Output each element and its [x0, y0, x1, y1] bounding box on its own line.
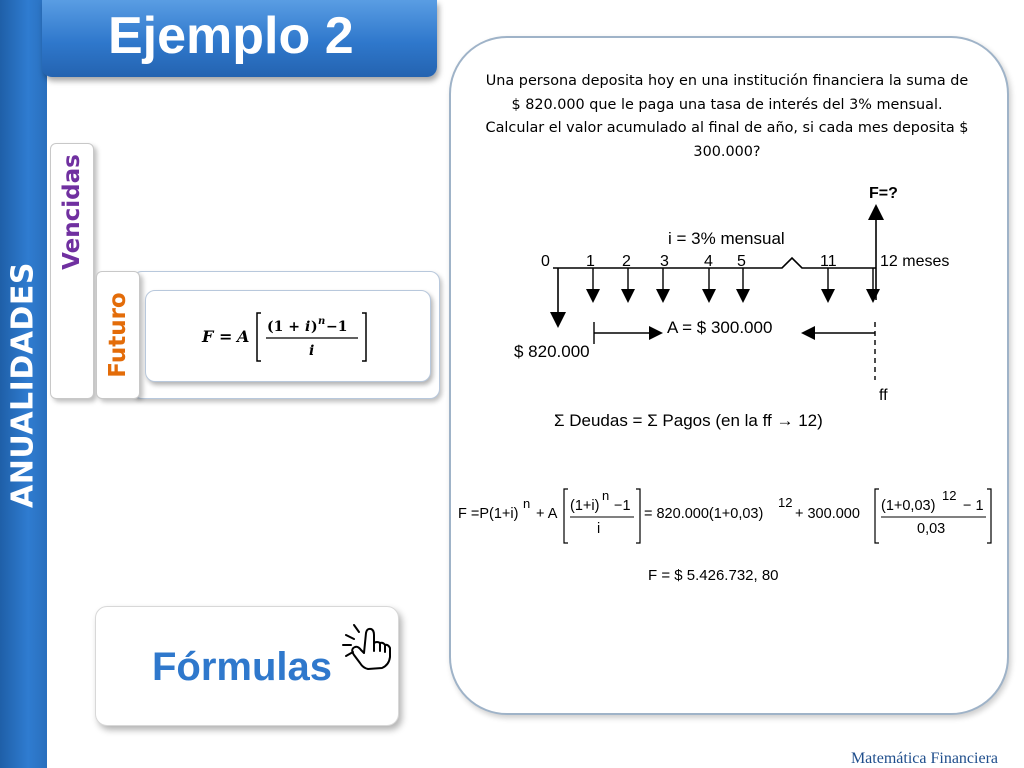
svg-text:12: 12 — [942, 488, 957, 503]
tick-label: 2 — [622, 253, 631, 270]
focal-date-label: ff — [879, 387, 888, 404]
tick-label: 5 — [737, 253, 746, 270]
tick-label: 4 — [704, 253, 713, 270]
tab-futuro-label: Futuro — [105, 292, 131, 378]
tab-vencidas-label: Vencidas — [59, 154, 85, 270]
svg-text:− 1: − 1 — [963, 498, 984, 514]
svg-text:+ A: + A — [536, 506, 558, 522]
annuity-label: A = $ 300.000 — [667, 318, 773, 337]
svg-text:+ 300.000: + 300.000 — [795, 506, 860, 522]
problem-statement: Una persona deposita hoy en una institución financiera la suma de $ 820.000 que le paga una tasa de interés del 3% mensual. Calcular el valor acumulado al final de año, si cada mes deposita $ 300.000? — [485, 73, 969, 160]
svg-text:12: 12 — [778, 495, 793, 510]
expanded-formula — [458, 488, 991, 543]
svg-text:(1+0,03): (1+0,03) — [881, 498, 936, 514]
sidebar-label: ANUALIDADES — [5, 262, 41, 508]
svg-text:−1: −1 — [614, 498, 631, 514]
svg-text:): ) — [311, 319, 318, 335]
svg-text:=: = — [219, 327, 233, 346]
footer-course-name: Matemática Financiera — [850, 750, 998, 767]
svg-text:i: i — [597, 521, 601, 537]
svg-text:i: i — [305, 319, 311, 335]
svg-text:i: i — [309, 343, 315, 359]
svg-text:(1+i): (1+i) — [570, 498, 600, 514]
svg-text:A: A — [237, 327, 250, 346]
svg-text:n: n — [523, 496, 531, 511]
rate-label: i = 3% mensual — [668, 229, 785, 248]
svg-text:n: n — [602, 488, 610, 503]
tick-label: 1 — [586, 253, 595, 270]
svg-text:n: n — [318, 316, 326, 327]
svg-text:(1 +: (1 + — [267, 319, 300, 335]
future-value-label: F=? — [869, 185, 898, 202]
tick-label: 12 meses — [880, 253, 950, 270]
page-title: Ejemplo 2 — [108, 7, 354, 65]
present-value-label: $ 820.000 — [514, 342, 590, 361]
formulas-button-label: Fórmulas — [152, 645, 333, 689]
tick-label: 3 — [660, 253, 669, 270]
tick-label: 11 — [820, 253, 837, 270]
svg-text:0,03: 0,03 — [917, 521, 946, 537]
final-result: F = $ 5.426.732, 80 — [648, 567, 779, 584]
svg-text:−1: −1 — [326, 319, 348, 335]
svg-text:F: F — [202, 327, 214, 346]
svg-text:F =P(1+i): F =P(1+i) — [458, 506, 519, 522]
balance-equation: Σ Deudas = Σ Pagos (en la ff → 12) — [554, 411, 823, 430]
tick-label: 0 — [541, 253, 550, 270]
svg-text:= 820.000(1+0,03): = 820.000(1+0,03) — [644, 506, 764, 522]
